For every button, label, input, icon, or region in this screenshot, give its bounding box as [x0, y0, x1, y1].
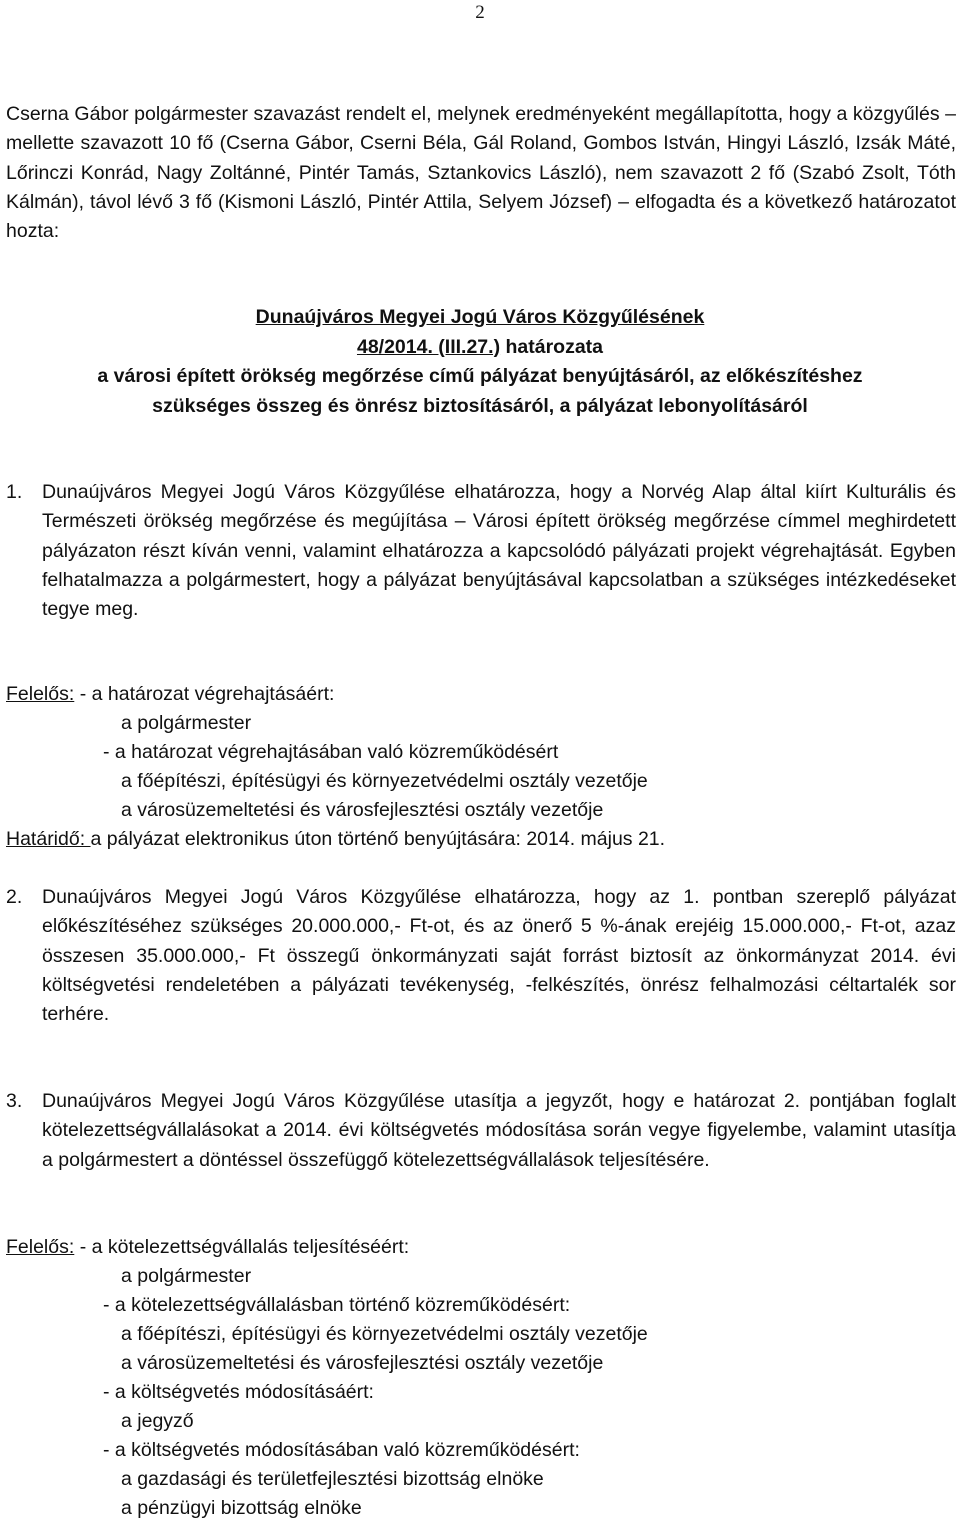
responsible-line: [6, 680, 956, 709]
responsible-person: a városüzemeltetési és városfejlesztési osztály vezetője: [121, 1352, 604, 1374]
responsible-block-1: [6, 680, 956, 854]
responsible-label: Felelős:: [6, 1236, 75, 1258]
responsible-task: - a kötelezettségvállalás teljesítéséért:: [79, 1236, 410, 1258]
responsible-person: a főépítészi, építésügyi és környezetvédelmi osztály vezetője: [121, 1323, 648, 1345]
point-number: 3.: [6, 1090, 23, 1112]
responsible-task: - a határozat végrehajtásában való közreműködésért: [103, 741, 559, 763]
page-number: 2: [475, 2, 485, 23]
resolution-number-line: [0, 333, 960, 363]
responsible-person: a jegyző: [121, 1410, 194, 1432]
point-text: Dunaújváros Megyei Jogú Város Közgyűlése utasítja a jegyzőt, hogy e határozat 2. pontjában foglalt kötelezettségvállalásokat a 2014. évi költségvetés módosítása során vegye figyelembe, valamint utasítja a polgármestert a döntéssel összefüggő kötelezettségvállalások teljesítésére.: [42, 1090, 956, 1171]
point-1: [6, 478, 956, 624]
responsible-task: - a költségvetés módosításában való közreműködésért:: [103, 1439, 580, 1461]
deadline-text: a pályázat elektronikus úton történő benyújtására: 2014. május 21.: [90, 828, 666, 850]
intro-paragraph: Cserna Gábor polgármester szavazást rendelt el, melynek eredményeként megállapította, hogy a közgyűlés – mellette szavazott 10 fő (Cserna Gábor, Cserni Béla, Gál Roland, Gombos István, Hingyi László, Izsák Máté, Lőrinczi Konrád, Nagy Zoltánné, Pintér Tamás, Sztankovics László), nem szavazott 2 fő (Szabó Zsolt, Tóth Kálmán), távol lévő 3 fő (Kismoni László, Pintér Attila, Selyem József) – elfogadta és a következő határozatot hozta:: [6, 103, 956, 243]
responsible-person: a főépítészi, építésügyi és környezetvédelmi osztály vezetője: [121, 770, 648, 792]
responsible-task: - a költségvetés módosításáért:: [103, 1381, 374, 1403]
responsible-person: a polgármester: [121, 712, 252, 734]
responsible-task: - a kötelezettségvállalásban történő közreműködésért:: [103, 1294, 571, 1316]
responsible-block-2: [6, 1233, 956, 1523]
deadline-line: [6, 825, 956, 854]
point-text: Dunaújváros Megyei Jogú Város Közgyűlése elhatározza, hogy a Norvég Alap által kiírt Kulturális és Természeti örökség megőrzése és megújítása – Városi épített örökség megőrzése címmel meghirdetett pályázaton részt kíván venni, valamint elhatározza a kapcsolódó pályázati projekt végrehajtását. Egyben felhatalmazza a polgármestert, hogy a pályázat benyújtásával kapcsolatban a szükséges intézkedéseket tegye meg.: [42, 481, 956, 621]
point-number: 2.: [6, 886, 23, 908]
resolution-title: [0, 303, 960, 421]
responsible-line: [6, 1233, 956, 1262]
responsible-label: Felelős:: [6, 683, 75, 705]
point-text: Dunaújváros Megyei Jogú Város Közgyűlése elhatározza, hogy az 1. pontban szereplő pályázat előkészítéséhez szükséges 20.000.000,- Ft-ot, és az önerő 5 %-ának erejéig 15.000.000,- Ft-ot, azaz összesen 35.000.000,- Ft összegű önkormányzati saját forrást biztosít az önkormányzat 2014. évi költségvetési rendeletében a pályázati tevékenység, -felkészítés, önrész felhalmozási céltartalék sor terhére.: [42, 886, 956, 1026]
deadline-label: Határidő:: [6, 828, 91, 850]
responsible-person: a gazdasági és területfejlesztési bizottság elnöke: [121, 1468, 544, 1490]
responsible-task: - a határozat végrehajtásáért:: [79, 683, 335, 705]
responsible-person: a városüzemeltetési és városfejlesztési osztály vezetője: [121, 799, 604, 821]
responsible-person: a pénzügyi bizottság elnöke: [121, 1497, 362, 1519]
point-2: [6, 883, 956, 1029]
resolution-word: határozata: [500, 335, 604, 358]
point-3: [6, 1087, 956, 1175]
resolution-number: 48/2014. (III.27.): [356, 335, 501, 358]
point-number: 1.: [6, 481, 23, 503]
responsible-person: a polgármester: [121, 1265, 252, 1287]
resolution-subject: a városi épített örökség megőrzése című pályázat benyújtásáról, az előkészítéshez szükséges összeg és önrész biztosításáról, a pályázat lebonyolításáról: [97, 365, 863, 417]
resolution-body-name: Dunaújváros Megyei Jogú Város Közgyűlésének: [255, 306, 705, 328]
